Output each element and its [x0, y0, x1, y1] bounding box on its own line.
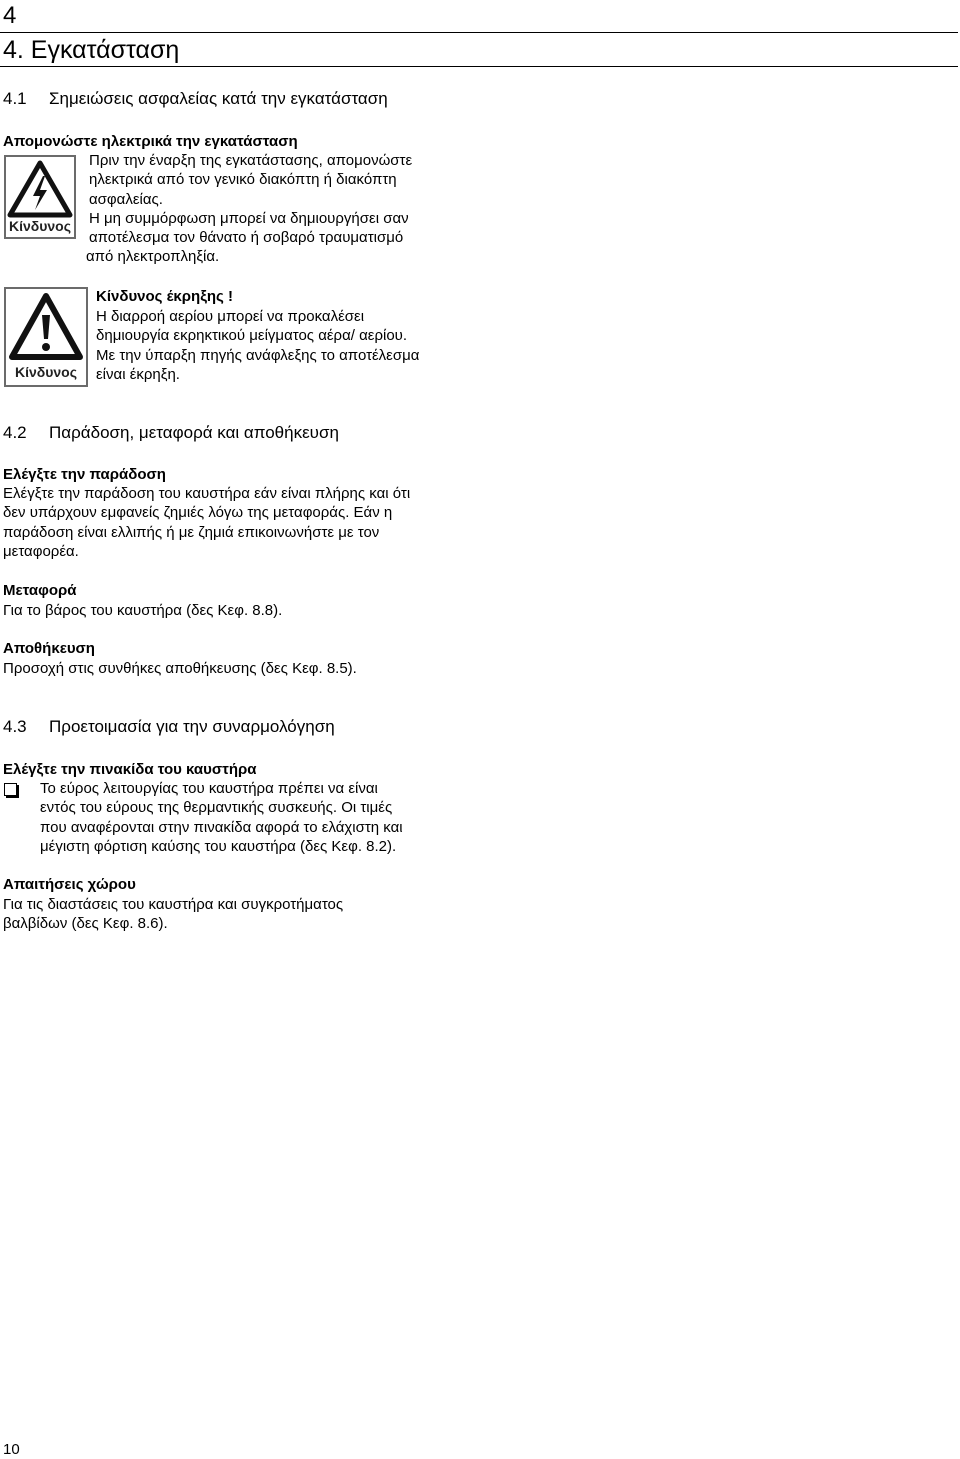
- space-text: [3, 895, 343, 934]
- sign-label: Κίνδυνος: [8, 218, 72, 234]
- text-line: Το εύρος λειτουργίας του καυστήρα πρέπει να είναι: [40, 780, 378, 797]
- text-line: ηλεκτρικά από τον γενικό διακόπτη ή διακόπτη: [89, 171, 397, 189]
- text-line: Η διαρροή αερίου μπορεί να προκαλέσει: [96, 308, 365, 325]
- explosion-heading: Κίνδυνος έκρηξης !: [96, 288, 234, 305]
- plate-heading: Ελέγξτε την πινακίδα του καυστήρα: [3, 761, 257, 778]
- text-line: Ελέγξτε την παράδοση του καυστήρα εάν είναι πλήρης και ότι: [3, 485, 411, 502]
- text-line: Πριν την έναρξη της εγκατάστασης, απομονώστε: [89, 152, 413, 169]
- section-title: Προετοιμασία για την συναρμολόγηση: [49, 717, 335, 736]
- sign-label: Κίνδυνος: [14, 364, 78, 380]
- explosion-hazard-sign: [4, 287, 88, 387]
- text-line: μεταφορέα.: [3, 542, 79, 560]
- chapter-rule-top: [0, 32, 958, 33]
- text-line: Με την ύπαρξη πηγής ανάφλεξης το αποτέλεσμα: [96, 346, 420, 364]
- section-4-3-heading: [3, 717, 335, 737]
- section-4-1-heading: [3, 89, 388, 109]
- check-delivery-text: [3, 484, 410, 561]
- storage-text: Προσοχή στις συνθήκες αποθήκευσης (δες Κεφ. 8.5).: [3, 660, 357, 677]
- transport-heading: Μεταφορά: [3, 582, 77, 599]
- transport-text: Για το βάρος του καυστήρα (δες Κεφ. 8.8).: [3, 602, 283, 619]
- high-voltage-icon: [6, 159, 74, 219]
- isolate-heading: Απομονώστε ηλεκτρικά την εγκατάσταση: [3, 133, 298, 150]
- text-line: ασφαλείας.: [89, 190, 163, 208]
- check-delivery-heading: Ελέγξτε την παράδοση: [3, 466, 166, 483]
- chapter-rule-bottom: [0, 66, 958, 67]
- text-line: δεν υπάρχουν εμφανείς ζημιές λόγω της μεταφοράς. Εάν η: [3, 504, 393, 522]
- text-line: Για τις διαστάσεις του καυστήρα και συγκροτήματος: [3, 896, 344, 913]
- section-number: 4.1: [3, 89, 27, 108]
- plate-text: [40, 779, 403, 856]
- page-number: 10: [3, 1441, 20, 1458]
- isolate-text: [86, 151, 413, 267]
- text-line: παράδοση είναι ελλιπής ή με ζημιά επικοινωνήστε με τον: [3, 523, 380, 541]
- text-line: Η μη συμμόρφωση μπορεί να δημιουργήσει σαν: [89, 209, 409, 227]
- section-title: Παράδοση, μεταφορά και αποθήκευση: [49, 423, 339, 442]
- text-line: εντός του εύρους της θερμαντικής συσκευής. Οι τιμές: [40, 799, 393, 817]
- text-line: που αναφέρονται στην πινακίδα αφορά το ελάχιστη και: [40, 818, 403, 836]
- warning-triangle-icon: [6, 291, 86, 363]
- text-line: δημιουργία εκρηκτικού μείγματος αέρα/ αερίου.: [96, 327, 408, 345]
- text-line: βαλβίδων (δες Κεφ. 8.6).: [3, 915, 168, 933]
- chapter-title: 4. Εγκατάσταση: [3, 36, 180, 64]
- electric-hazard-sign: [4, 155, 76, 239]
- text-line: μέγιστη φόρτιση καύσης του καυστήρα (δες Κεφ. 8.2).: [40, 837, 397, 855]
- section-number: 4.2: [3, 423, 27, 442]
- storage-heading: Αποθήκευση: [3, 640, 95, 657]
- checkbox-icon: [4, 783, 17, 796]
- chapter-number: 4: [3, 2, 17, 29]
- section-4-2-heading: [3, 423, 339, 443]
- space-heading: Απαιτήσεις χώρου: [3, 876, 136, 893]
- text-line: είναι έκρηξη.: [96, 365, 180, 383]
- section-number: 4.3: [3, 717, 27, 736]
- explosion-text: [96, 307, 419, 384]
- text-line: αποτέλεσμα τον θάνατο ή σοβαρό τραυματισμό: [89, 229, 404, 247]
- section-title: Σημειώσεις ασφαλείας κατά την εγκατάσταση: [49, 89, 388, 108]
- text-line: από ηλεκτροπληξία.: [86, 248, 220, 266]
